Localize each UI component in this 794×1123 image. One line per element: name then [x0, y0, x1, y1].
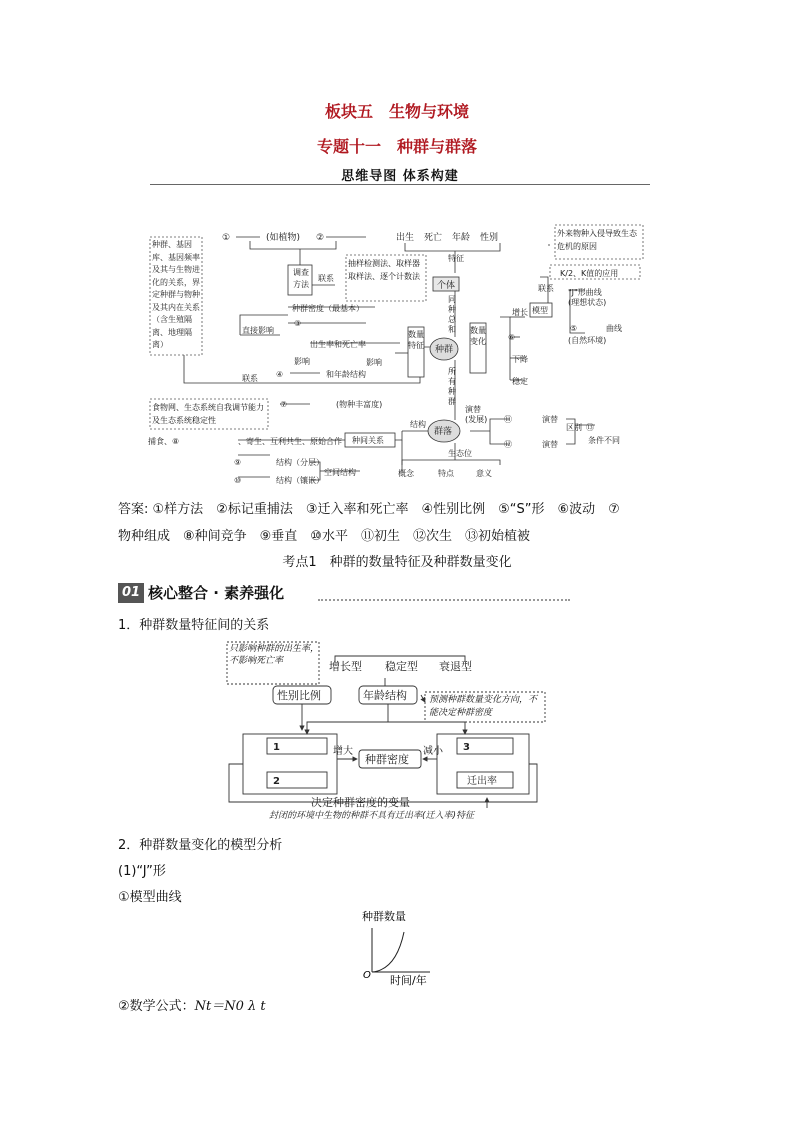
blank-2-label: ②	[316, 233, 325, 243]
blank-1-label: ①	[222, 233, 231, 243]
decide-density-text: 决定种群密度的变量	[311, 796, 410, 809]
model-box: 模型	[532, 306, 548, 315]
interaction-suffix: 、寄生、互利共生、原始合作	[238, 437, 342, 446]
formula-prefix: ②数学公式：	[118, 999, 195, 1014]
section-number: 01	[118, 583, 144, 603]
topic-title: 专题十一 种群与群落	[316, 137, 477, 156]
note-sex-ratio: 只影响种群的出生率，不影响死亡率	[229, 644, 319, 666]
population-density-box: 种群密度	[365, 753, 409, 766]
population-species-box: 种群、基因库、基因频率及其与生物进化的关系，界定种群与物种及其内在关系（含生殖隔离、地理隔离）	[152, 240, 200, 349]
food-web-box: 食物网、生态系统自我调节能力及生态系统稳定性	[152, 403, 264, 425]
increase-label: 增长	[512, 308, 528, 317]
effect-label: 影响	[294, 357, 310, 366]
blank-3-label: ③	[294, 319, 302, 328]
feature-sex: 性别	[480, 233, 499, 243]
population-node: 种群	[435, 345, 454, 355]
exam-point-title: 考点1 种群的数量特征及种群数量变化	[282, 555, 512, 570]
sex-ratio-box: 性别比例	[277, 689, 321, 702]
methods-box: 抽样检测法、取样器取样法、逐个计数法	[348, 259, 420, 281]
blank-9-label: ⑨	[234, 458, 242, 467]
individual-node: 个体	[437, 281, 456, 291]
feature-birth: 出生	[396, 233, 415, 243]
section-dots	[318, 599, 570, 601]
section-header	[118, 583, 458, 605]
effect-label-2: 影响	[366, 358, 382, 367]
all-population-label: 所有种群	[448, 367, 456, 406]
blank-11-label: ⑪	[504, 415, 512, 424]
blank-12-label: ⑫	[504, 440, 512, 449]
layer-structure-label: 结构（分层）	[276, 458, 324, 467]
invasion-box: 外来物种入侵导致生态危机的原因	[557, 229, 637, 251]
heading-1: 1．种群数量特征间的关系	[118, 618, 270, 633]
blank-13-label: ⑬	[586, 423, 594, 432]
banner	[150, 162, 650, 186]
feature-age: 年龄	[452, 233, 471, 243]
niche-label: 生态位	[448, 449, 472, 458]
link-label: 联系	[242, 374, 258, 383]
blank-1-suffix: (如植物)	[266, 233, 301, 243]
quant-change-box: 数量变化	[470, 326, 486, 346]
answers-line-2: 物种组成 ⑧种间竞争 ⑨垂直 ⑩水平 ⑪初生 ⑫次生 ⑬初始植被	[118, 529, 530, 544]
formula-lhs: Nt	[194, 999, 212, 1014]
blank-box-2: 2	[273, 776, 280, 787]
direct-effect-label: 直接影响	[242, 326, 274, 335]
j-curve-line	[372, 932, 404, 972]
succession-1-label: 演替	[542, 415, 558, 424]
succession-2-label: 演替	[542, 440, 558, 449]
survey-method-box: 调查方法	[293, 268, 309, 289]
community-node: 群落	[434, 427, 453, 437]
contact-label: 联系	[318, 274, 334, 283]
blank-4-label: ④	[276, 370, 284, 379]
richness-label: (物种丰富度)	[336, 400, 383, 409]
increase-text: 增大	[333, 746, 353, 757]
blank-10-label: ⑩	[234, 476, 242, 485]
section-title-text: 核心整合 · 素养强化	[148, 584, 285, 602]
quant-feature-box: 数量特征	[408, 330, 424, 350]
succession-label: 演替(发展)	[465, 405, 488, 424]
decrease-label: 下降	[512, 355, 528, 364]
feature-death: 死亡	[424, 233, 443, 243]
answers-block	[118, 496, 688, 550]
heading-3: (1)“J”形	[118, 864, 166, 879]
blank-6-label: ⑥	[508, 333, 516, 342]
concept-label: 概念	[398, 469, 414, 478]
section-title: 板块五 生物与环境	[324, 102, 469, 121]
trait-label: 特点	[438, 469, 454, 478]
ideal-label: (理想状态)	[568, 298, 607, 307]
natural-label: (自然环境)	[568, 336, 607, 345]
note-closed-env: 封闭的环境中生物的种群不具有迁出率(迁入率)特征	[269, 811, 475, 820]
contact-label-2: 联系	[538, 284, 554, 293]
decline-type: 衰退型	[439, 660, 472, 673]
heading-4: ①模型曲线	[118, 890, 182, 905]
density-label: 种群密度（最基本）	[292, 304, 364, 313]
blank-box-3: 3	[463, 742, 470, 753]
j-chart-xlabel: 时间/年	[390, 974, 427, 986]
stable-label: 稳定	[512, 377, 528, 386]
note-age-structure: 预测种群数量变化方向，不能决定种群密度	[429, 695, 538, 718]
j-chart-origin: O	[363, 970, 371, 981]
blank-5-label: ⑤	[570, 324, 578, 333]
curve-label: 曲线	[606, 324, 622, 333]
spatial-structure-label: 空间结构	[324, 468, 356, 477]
structure-label: 结构	[410, 420, 426, 429]
heading-2: 2．种群数量变化的模型分析	[118, 838, 283, 853]
meaning-label: 意义	[476, 469, 492, 478]
banner-divider	[150, 184, 650, 185]
age-structure-label: 和年龄结构	[326, 370, 366, 379]
same-species-label: 同种总和	[448, 295, 456, 334]
decrease-text: 减小	[423, 746, 443, 757]
interaction-prefix: 捕食、⑧	[148, 437, 180, 446]
difference-label: 区别	[566, 423, 582, 432]
j-curve-label: "J"形曲线	[568, 288, 602, 297]
feature-label: 特征	[448, 254, 464, 263]
blank-box-1: 1	[273, 742, 280, 753]
banner-text: 思维导图 体系构建	[341, 169, 459, 184]
k-value-box: K/2、K值的应用	[560, 269, 619, 278]
formula-line	[118, 995, 266, 1014]
answers-line-1: 答案: ①样方法 ②标记重捕法 ③迁入率和死亡率 ④性别比例 ⑤“S”形 ⑥波动 ⑦	[118, 502, 620, 517]
mosaic-structure-label: 结构（镶嵌）	[276, 476, 324, 485]
interspecific-box: 种间关系	[352, 436, 384, 445]
growth-type: 增长型	[329, 660, 362, 673]
blank-7-label: ⑦	[280, 400, 288, 409]
j-chart-ylabel: 种群数量	[362, 910, 406, 923]
stable-type: 稳定型	[385, 660, 418, 673]
emigration-box: 迁出率	[467, 776, 497, 787]
age-structure-box: 年龄结构	[363, 689, 407, 702]
mind-map	[140, 215, 660, 487]
birth-death-label: 出生率和死亡率	[310, 340, 366, 349]
formula-rhs: ＝N0 λ t	[211, 999, 266, 1014]
population-features-diagram	[225, 638, 555, 820]
diff-condition-label: 条件不同	[588, 436, 620, 445]
j-curve-chart	[360, 910, 440, 986]
